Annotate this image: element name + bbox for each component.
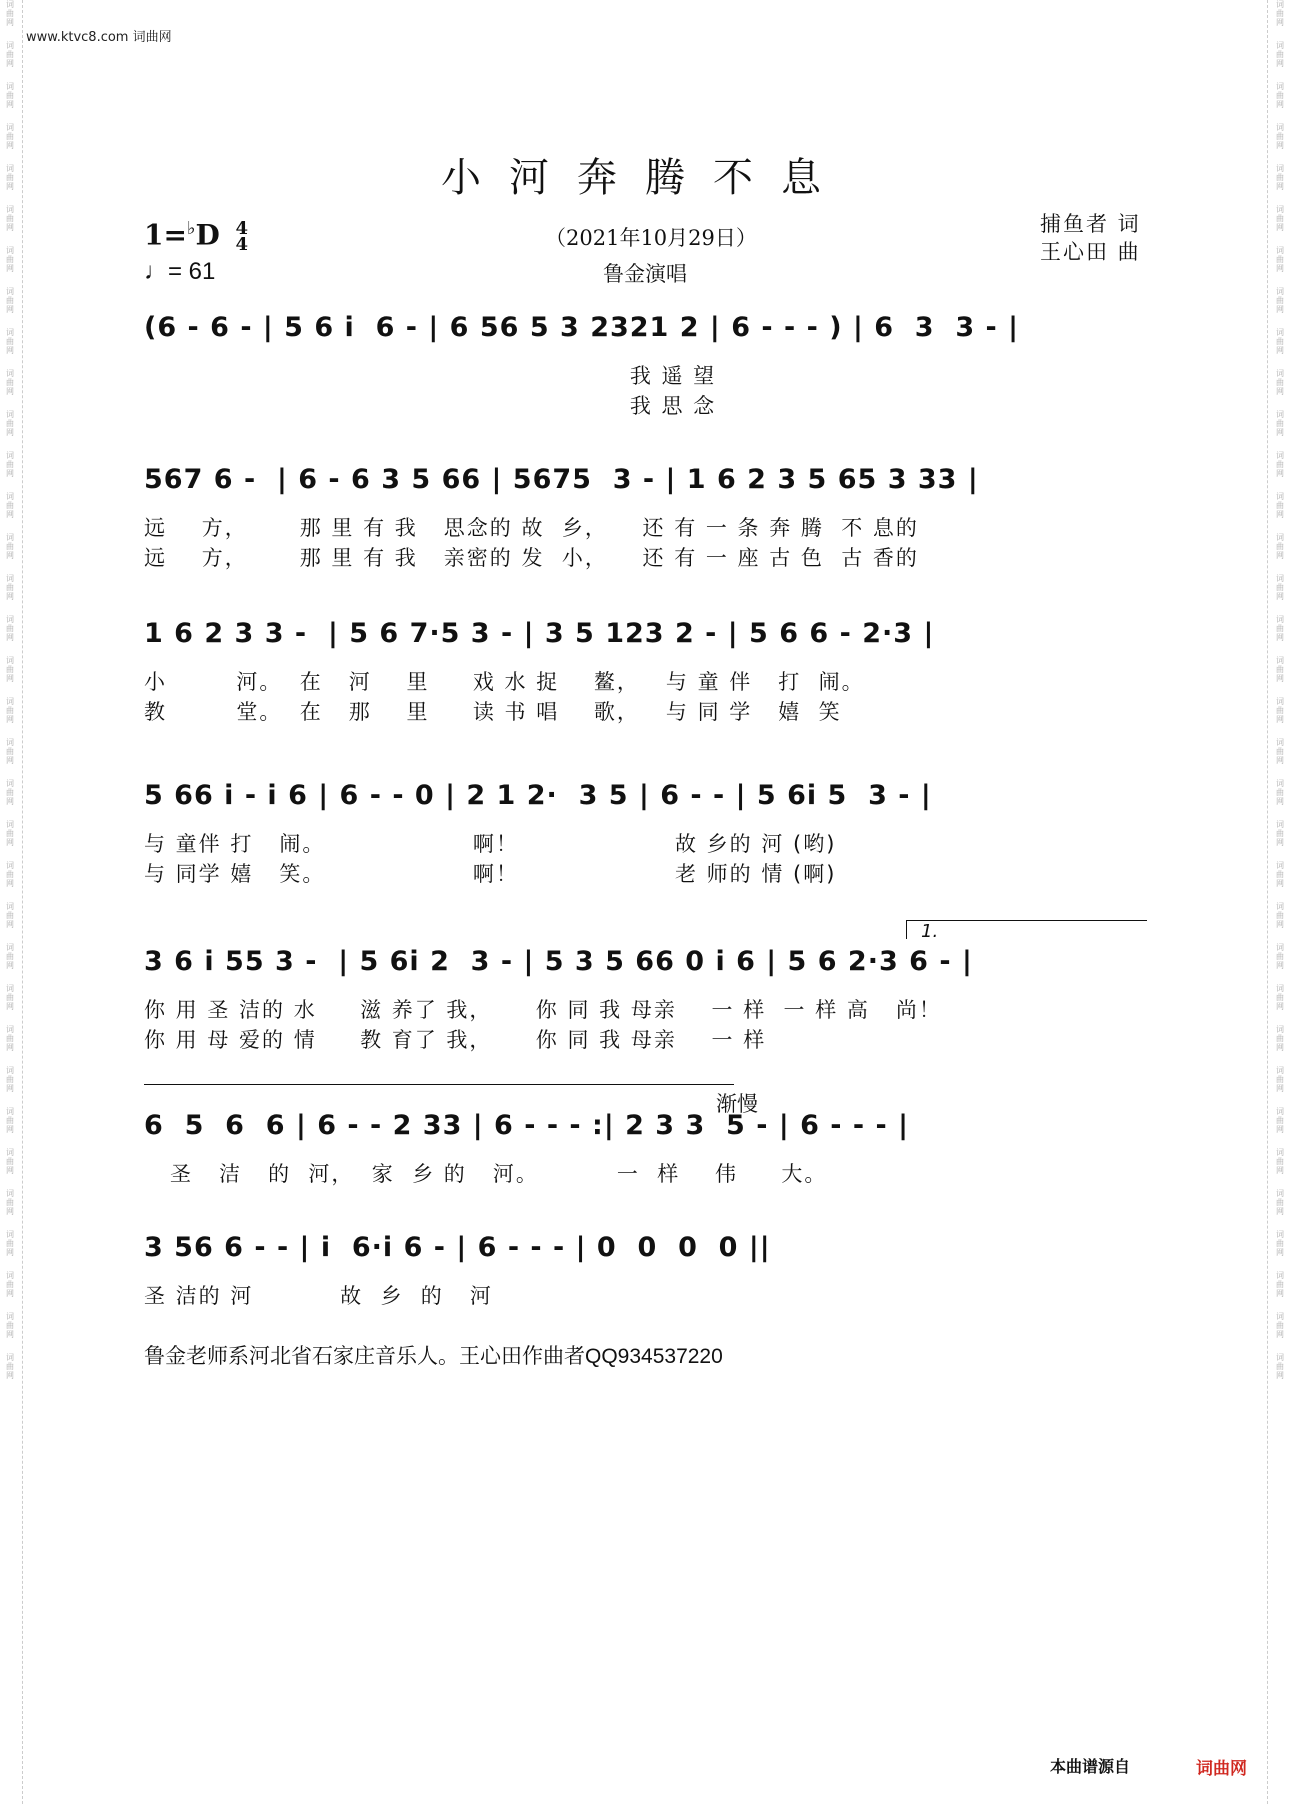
staff-notes: 3 56 6 - - | i 6·i 6 - | 6 - - - | 0 0 0 0 || xyxy=(144,1232,771,1263)
site-watermark[interactable]: www.ktvc8.com 词曲网 xyxy=(26,30,172,45)
composer-credit: 王心田 曲 xyxy=(1040,240,1141,264)
side-watermark-text: 词 曲 网 xyxy=(6,861,14,888)
lyric-line-1: 你 用 圣 洁的 水 滋 养了 我， 你 同 我 母亲 一 样 一 样 高 尚！ xyxy=(144,998,942,1022)
staff-notes: 1 6 2 3 3 - | 5 6 7·5 3 - | 3 5 123 2 - | 5 6 6 - 2·3 | xyxy=(144,618,935,649)
staff-line-6 xyxy=(144,1110,1154,1150)
time-signature: 4 4 xyxy=(235,217,249,255)
lyric-line-1: 远 方， 那 里 有 我 思念的 故 乡， 还 有 一 条 奔 腾 不 息的 xyxy=(144,516,919,540)
source-site-link[interactable]: 词曲网 xyxy=(1196,1759,1247,1779)
side-watermark-text: 词 曲 网 xyxy=(6,246,14,273)
staff-notes: (6 - 6 - | 5 6 i 6 - | 6 56 5 3 2321 2 | 6 - - - ) | 6 3 3 - | xyxy=(144,312,1020,343)
side-watermark-text: 词 曲 网 xyxy=(1276,1312,1284,1339)
side-watermark-text: 词 曲 网 xyxy=(1276,697,1284,724)
side-watermark-text: 词 曲 网 xyxy=(6,1189,14,1216)
side-watermark-text: 词 曲 网 xyxy=(6,533,14,560)
side-watermark-text: 词 曲 网 xyxy=(1276,246,1284,273)
side-watermark-text: 词 曲 网 xyxy=(1276,1025,1284,1052)
side-watermark-text: 词 曲 网 xyxy=(1276,779,1284,806)
side-watermark-text: 词 曲 网 xyxy=(1276,1148,1284,1175)
side-watermark-text: 词 曲 网 xyxy=(6,574,14,601)
staff-line-7 xyxy=(144,1232,1154,1272)
singer-label: 鲁金演唱 xyxy=(603,262,687,286)
flat-sign: ♭ xyxy=(186,218,196,239)
right-border-line xyxy=(1267,0,1268,1804)
side-watermark-text: 词 曲 网 xyxy=(1276,492,1284,519)
tempo-change-label: 渐慢 xyxy=(716,1092,758,1116)
side-watermark-text: 词 曲 网 xyxy=(6,451,14,478)
side-watermark-text: 词 曲 网 xyxy=(6,328,14,355)
key-note: D xyxy=(195,218,220,252)
left-border-line xyxy=(22,0,23,1804)
side-watermark-text: 词 曲 网 xyxy=(1276,574,1284,601)
side-watermark-text: 词 曲 网 xyxy=(6,1066,14,1093)
lyric-line-2: 与 同学 嬉 笑。 啊！ 老 师的 情 (啊) xyxy=(144,862,837,886)
side-watermark-text: 词 曲 网 xyxy=(6,984,14,1011)
lyric-line-1: 我 遥 望 xyxy=(144,364,717,388)
lyric-line-2: 远 方， 那 里 有 我 亲密的 发 小， 还 有 一 座 古 色 古 香的 xyxy=(144,546,919,570)
side-watermark-text: 词 曲 网 xyxy=(6,820,14,847)
volta-label: 1. xyxy=(921,921,939,942)
staff-notes: 567 6 - | 6 - 6 3 5 66 | 5675 3 - | 1 6 2 3 5 65 3 33 | xyxy=(144,464,979,495)
side-watermark-text: 词 曲 网 xyxy=(1276,984,1284,1011)
lyric-line-1: 小 河。 在 河 里 戏 水 捉 鳌， 与 童 伴 打 闹。 xyxy=(144,670,865,694)
side-watermark-text: 词 曲 网 xyxy=(1276,902,1284,929)
side-watermark-text: 词 曲 网 xyxy=(1276,1271,1284,1298)
lyric-line-2: 我 思 念 xyxy=(144,394,717,418)
side-watermark-text: 词 曲 网 xyxy=(6,1312,14,1339)
key-signature xyxy=(144,218,248,253)
side-watermark-text: 词 曲 网 xyxy=(1276,82,1284,109)
side-watermark-text: 词 曲 网 xyxy=(6,41,14,68)
right-watermark-strip xyxy=(1272,0,1288,1804)
key-prefix: 1= xyxy=(144,218,187,252)
side-watermark-text: 词 曲 网 xyxy=(1276,123,1284,150)
side-watermark-text: 词 曲 网 xyxy=(1276,205,1284,232)
side-watermark-text: 词 曲 网 xyxy=(1276,410,1284,437)
side-watermark-text: 词 曲 网 xyxy=(6,943,14,970)
staff-notes: 6 5 6 6 | 6 - - 2 33 | 6 - - - :| 2 3 3 5 - | 6 - - - | xyxy=(144,1110,909,1141)
side-watermark-text: 词 曲 网 xyxy=(1276,1353,1284,1380)
side-watermark-text: 词 曲 网 xyxy=(1276,533,1284,560)
side-watermark-text: 词 曲 网 xyxy=(6,205,14,232)
side-watermark-text: 词 曲 网 xyxy=(6,1353,14,1380)
side-watermark-text: 词 曲 网 xyxy=(1276,615,1284,642)
staff-notes: 5 66 i - i 6 | 6 - - 0 | 2 1 2· 3 5 | 6 - - | 5 6i 5 3 - | xyxy=(144,780,932,811)
footer-note: 鲁金老师系河北省石家庄音乐人。王心田作曲者QQ934537220 xyxy=(144,1345,723,1368)
side-watermark-text: 词 曲 网 xyxy=(6,1148,14,1175)
lyricist-credit: 捕鱼者 词 xyxy=(1040,212,1141,236)
lyric-line-1: 与 童伴 打 闹。 啊！ 故 乡的 河 (哟) xyxy=(144,832,837,856)
staff-notes: 3 6 i 55 3 - | 5 6i 2 3 - | 5 3 5 66 0 i 6 | 5 6 2·3 6 - | xyxy=(144,946,973,977)
side-watermark-text: 词 曲 网 xyxy=(1276,820,1284,847)
side-watermark-text: 词 曲 网 xyxy=(6,656,14,683)
side-watermark-text: 词 曲 网 xyxy=(1276,328,1284,355)
side-watermark-text: 词 曲 网 xyxy=(6,738,14,765)
left-watermark-strip xyxy=(2,0,18,1804)
side-watermark-text: 词 曲 网 xyxy=(6,1107,14,1134)
lyric-line-1: 圣 洁的 河 故 乡 的 河 xyxy=(144,1284,493,1308)
side-watermark-text: 词 曲 网 xyxy=(1276,164,1284,191)
song-title: 小河奔腾不息 xyxy=(441,155,849,201)
staff-line-1 xyxy=(144,312,1154,352)
tempo-marking: ♩= 61 xyxy=(144,258,216,285)
lyric-line-2: 你 用 母 爱的 情 教 育了 我， 你 同 我 母亲 一 样 xyxy=(144,1028,767,1052)
side-watermark-text: 词 曲 网 xyxy=(6,0,14,27)
side-watermark-text: 词 曲 网 xyxy=(1276,943,1284,970)
side-watermark-text: 词 曲 网 xyxy=(1276,738,1284,765)
side-watermark-text: 词 曲 网 xyxy=(1276,451,1284,478)
source-label: 本曲谱源自 xyxy=(1050,1757,1131,1776)
side-watermark-text: 词 曲 网 xyxy=(1276,861,1284,888)
side-watermark-text: 词 曲 网 xyxy=(1276,287,1284,314)
lyric-line-1: 圣 洁 的 河， 家 乡 的 河。 一 样 伟 大。 xyxy=(144,1162,828,1186)
staff-line-2 xyxy=(144,464,1154,504)
side-watermark-text: 词 曲 网 xyxy=(6,697,14,724)
side-watermark-text: 词 曲 网 xyxy=(6,410,14,437)
side-watermark-text: 词 曲 网 xyxy=(1276,1189,1284,1216)
staff-line-5 xyxy=(144,946,1154,986)
side-watermark-text: 词 曲 网 xyxy=(6,123,14,150)
side-watermark-text: 词 曲 网 xyxy=(1276,41,1284,68)
side-watermark-text: 词 曲 网 xyxy=(6,287,14,314)
side-watermark-text: 词 曲 网 xyxy=(6,779,14,806)
side-watermark-text: 词 曲 网 xyxy=(6,82,14,109)
side-watermark-text: 词 曲 网 xyxy=(6,492,14,519)
side-watermark-text: 词 曲 网 xyxy=(6,1025,14,1052)
side-watermark-text: 词 曲 网 xyxy=(1276,0,1284,27)
volta-bracket xyxy=(906,920,1147,942)
side-watermark-text: 词 曲 网 xyxy=(1276,1230,1284,1257)
side-watermark-text: 词 曲 网 xyxy=(6,902,14,929)
side-watermark-text: 词 曲 网 xyxy=(6,1230,14,1257)
side-watermark-text: 词 曲 网 xyxy=(6,369,14,396)
side-watermark-text: 词 曲 网 xyxy=(6,164,14,191)
side-watermark-text: 词 曲 网 xyxy=(6,615,14,642)
side-watermark-text: 词 曲 网 xyxy=(1276,1066,1284,1093)
volta-continuation xyxy=(144,1084,734,1085)
staff-line-3 xyxy=(144,618,1154,658)
lyric-line-2: 教 堂。 在 那 里 读 书 唱 歌， 与 同 学 嬉 笑 xyxy=(144,700,842,724)
date-label: （2021年10月29日） xyxy=(545,226,757,250)
side-watermark-text: 词 曲 网 xyxy=(6,1271,14,1298)
staff-line-4 xyxy=(144,780,1154,820)
side-watermark-text: 词 曲 网 xyxy=(1276,1107,1284,1134)
side-watermark-text: 词 曲 网 xyxy=(1276,369,1284,396)
side-watermark-text: 词 曲 网 xyxy=(1276,656,1284,683)
